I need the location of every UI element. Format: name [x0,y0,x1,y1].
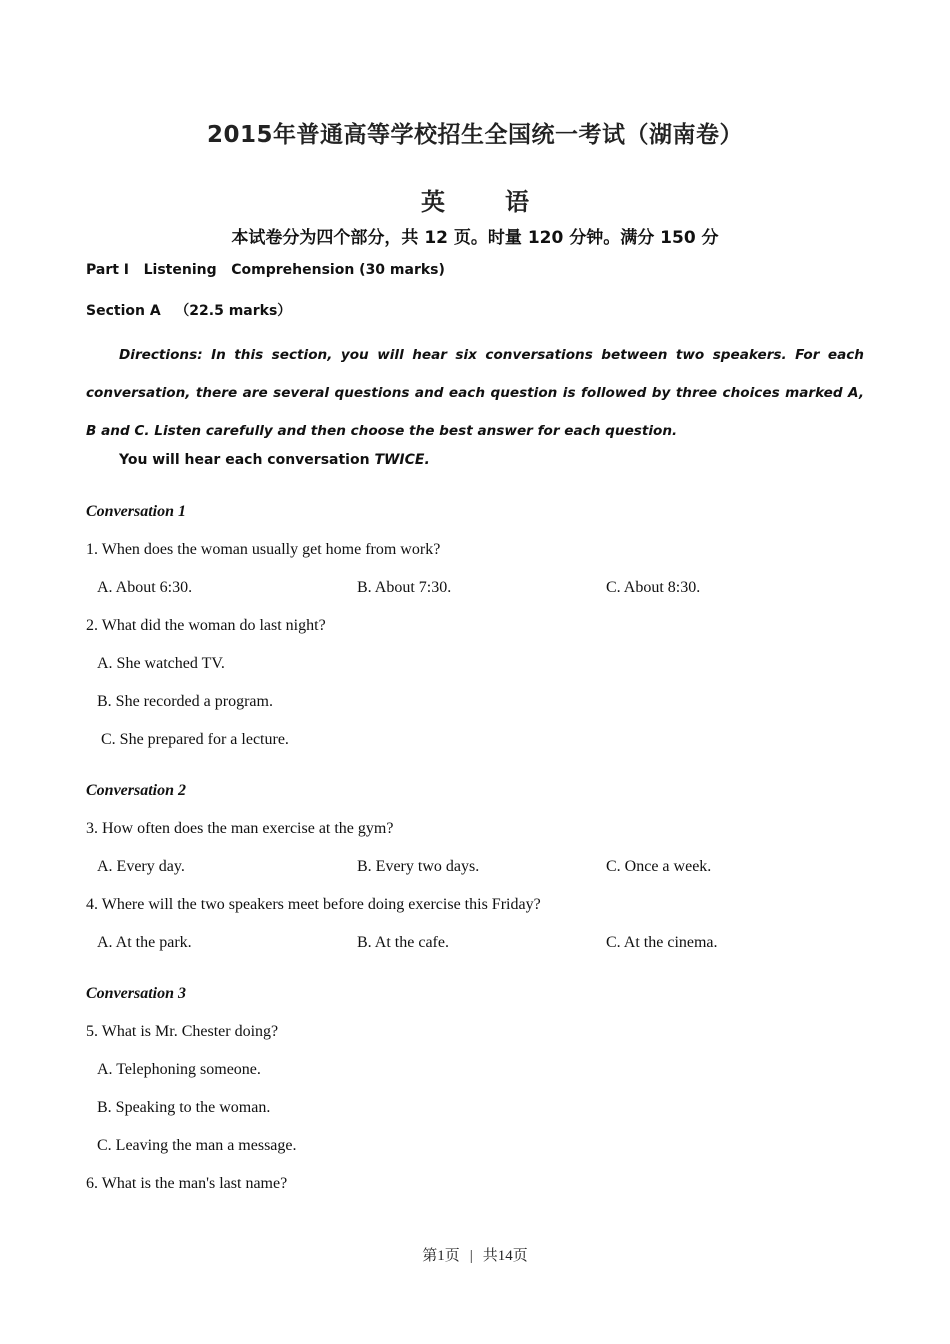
twice-emphasis: TWICE. [374,452,430,468]
exam-info: 本试卷分为四个部分，共 12 页。时量 120 分钟。满分 150 分 [231,228,719,248]
question-3-option-b: B. Every two days. [357,858,480,875]
question-1: 1. When does the woman usually get home from work? [86,541,441,558]
question-6: 6. What is the man's last name? [86,1175,288,1192]
question-4-option-a: A. At the park. [97,934,192,951]
question-4-option-b: B. At the cafe. [357,934,449,951]
page-total: 共14页 [482,1248,528,1264]
footer-separator: | [469,1248,473,1264]
twice-instruction [119,452,430,468]
exam-title: 2015年普通高等学校招生全国统一考试（湖南卷） [206,122,743,148]
question-3-option-a: A. Every day. [97,858,185,875]
question-1-option-c: C. About 8:30. [606,579,701,596]
page-footer [0,1244,950,1265]
subject-title [0,182,950,217]
question-2-option-b: B. She recorded a program. [97,693,273,710]
question-4-option-c: C. At the cinema. [606,934,718,951]
question-4: 4. Where will the two speakers meet before doing exercise this Friday? [86,896,541,913]
section-heading: Section A （22.5 marks） [86,303,292,319]
question-2-option-c: C. She prepared for a lecture. [101,731,289,748]
question-1-option-b: B. About 7:30. [357,579,452,596]
question-1-option-a: A. About 6:30. [97,579,193,596]
conversation-1-title: Conversation 1 [86,503,187,520]
question-2-option-a: A. She watched TV. [97,655,225,672]
question-5-option-b: B. Speaking to the woman. [97,1099,271,1116]
question-2: 2. What did the woman do last night? [86,617,326,634]
page-number: 第1页 [422,1248,460,1264]
subject-char-2: 语 [505,187,529,216]
question-3: 3. How often does the man exercise at the gym? [86,820,394,837]
directions-text: Directions: In this section, you will hear six conversations between two speakers. For each conversation, there are several questions and each question is followed by three choices marked A, B and C. Listen carefully and then choose the best answer for each question. [86,347,864,439]
subject-char-1: 英 [421,187,445,216]
question-3-option-c: C. Once a week. [606,858,712,875]
question-5: 5. What is Mr. Chester doing? [86,1023,279,1040]
twice-prefix: You will hear each conversation [119,452,375,468]
question-5-option-c: C. Leaving the man a message. [97,1137,297,1154]
conversation-3-title: Conversation 3 [86,985,187,1002]
part-heading: Part Ⅰ Listening Comprehension (30 marks) [86,262,445,278]
conversation-2-title: Conversation 2 [86,782,187,799]
question-5-option-a: A. Telephoning someone. [97,1061,261,1078]
